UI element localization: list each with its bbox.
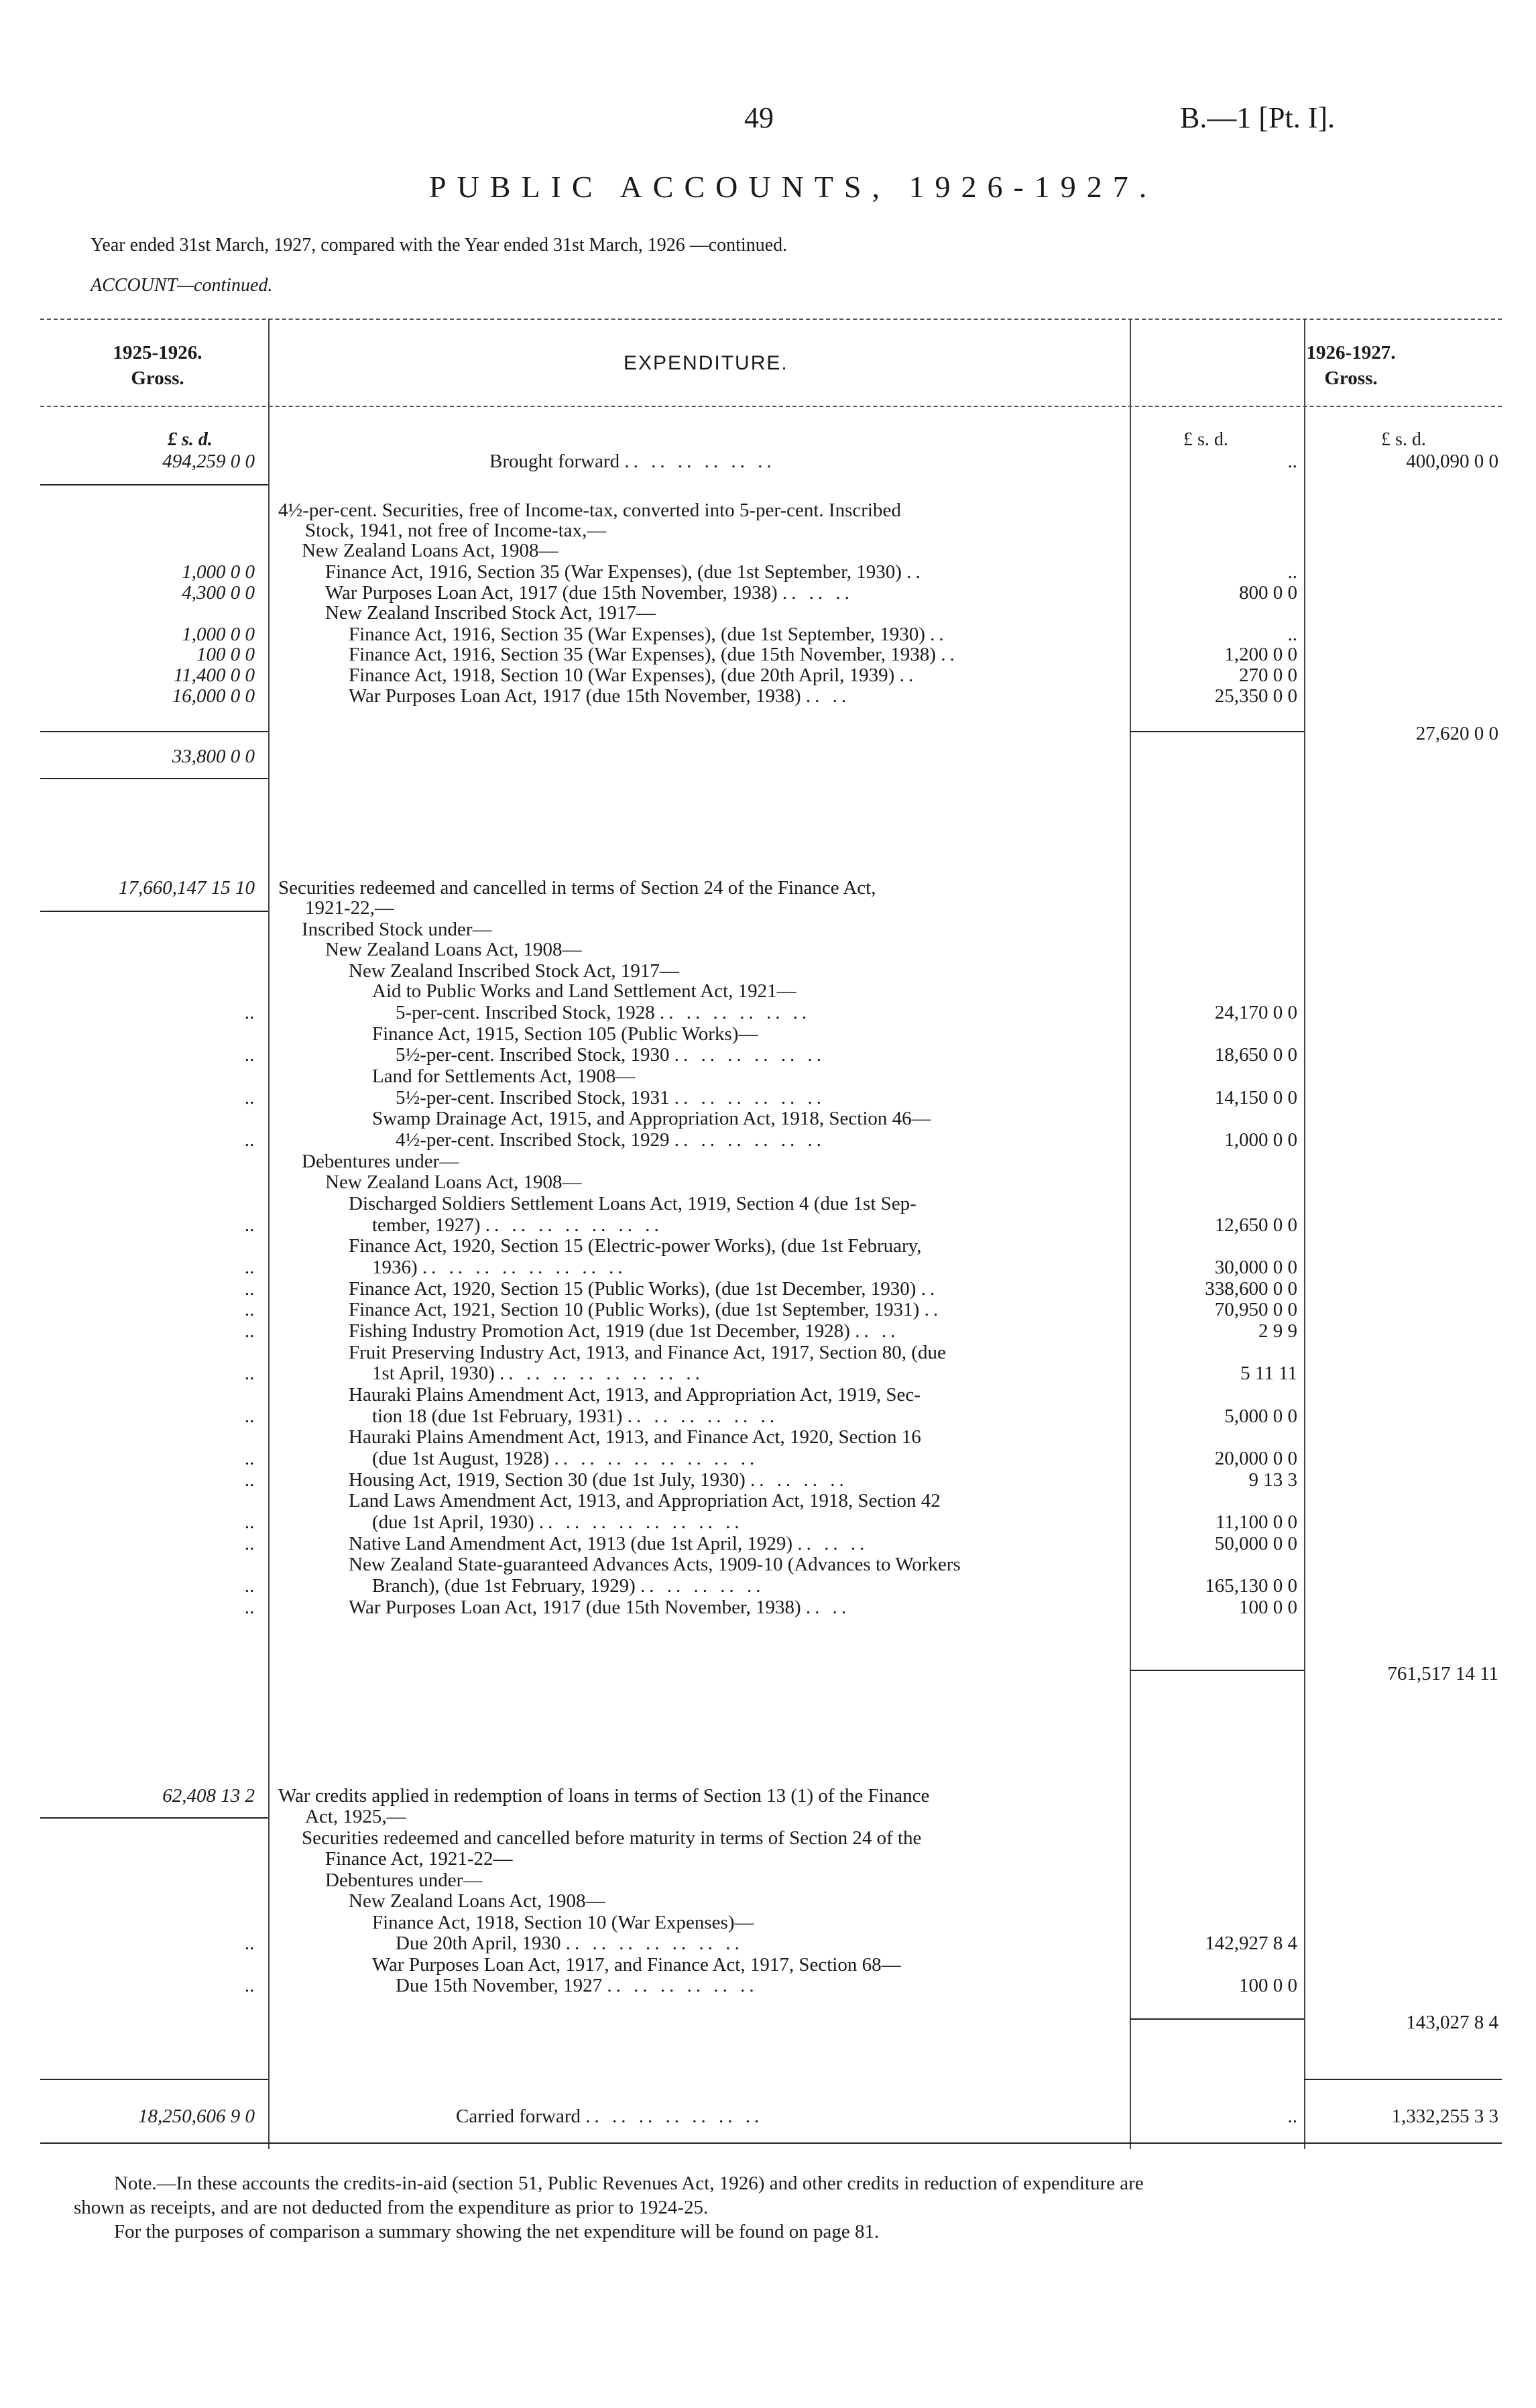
rule bbox=[1130, 2018, 1304, 2020]
text-line: Fishing Industry Promotion Act, 1919 (due 1st December, 1928) .. .. bbox=[349, 1320, 900, 1342]
text-line: Finance Act, 1920, Section 15 (Electric-power Works), (due 1st February, bbox=[349, 1235, 922, 1257]
col-header-gross: Gross. bbox=[1324, 367, 1378, 389]
brought-forward-mid: .. bbox=[1287, 451, 1297, 472]
prev-amount: .. bbox=[245, 1975, 255, 1996]
text-line: New Zealand Loans Act, 1908— bbox=[302, 540, 558, 561]
mid-amount: 14,150 0 0 bbox=[1214, 1087, 1297, 1108]
brought-forward-prev: 494,259 0 0 bbox=[162, 451, 255, 472]
prev-amount: .. bbox=[245, 1511, 255, 1533]
footnote-2: shown as receipts, and are not deducted from the expenditure as prior to 1924-25. bbox=[74, 2197, 709, 2218]
prev-section-total: 62,408 13 2 bbox=[162, 1785, 255, 1807]
footnote-3: For the purposes of comparison a summary showing the net expenditure will be found on page 81. bbox=[114, 2221, 880, 2242]
rule bbox=[40, 731, 268, 732]
text-line: War Purposes Loan Act, 1917, and Finance Act, 1917, Section 68— bbox=[372, 1954, 901, 1975]
prev-amount: 100 0 0 bbox=[196, 644, 255, 665]
unit-gross: £ s. d. bbox=[1381, 429, 1426, 450]
text-line: Finance Act, 1915, Section 105 (Public Works)— bbox=[372, 1023, 758, 1045]
mid-amount: 11,100 0 0 bbox=[1215, 1511, 1297, 1533]
col-header-expenditure: EXPENDITURE. bbox=[624, 352, 788, 374]
col-header-year: 1926-1927. bbox=[1306, 342, 1396, 363]
rule bbox=[40, 778, 268, 779]
rule bbox=[40, 2079, 268, 2080]
text-line: Finance Act, 1921, Section 10 (Public Works), (due 1st September, 1931) .. bbox=[349, 1299, 943, 1320]
footnote-1: Note.—In these accounts the credits-in-aid (section 51, Public Revenues Act, 1926) and other credits in reduction of expenditure are bbox=[114, 2173, 1144, 2194]
section-gross-total: 761,517 14 11 bbox=[1387, 1663, 1498, 1684]
prev-section-total: 33,800 0 0 bbox=[172, 746, 255, 767]
prev-amount: .. bbox=[245, 1299, 255, 1320]
prev-amount: .. bbox=[245, 1044, 255, 1066]
text-line: War credits applied in redemption of loans in terms of Section 13 (1) of the Finance bbox=[278, 1785, 930, 1807]
page-title: PUBLIC ACCOUNTS, 1926-1927. bbox=[429, 170, 1158, 204]
text-line: Debentures under— bbox=[325, 1870, 483, 1891]
prev-amount: 11,400 0 0 bbox=[173, 665, 255, 686]
text-line: Debentures under— bbox=[302, 1151, 459, 1172]
mid-amount: 2 9 9 bbox=[1258, 1320, 1297, 1342]
text-line: New Zealand State-guaranteed Advances Acts, 1909-10 (Advances to Workers bbox=[349, 1554, 961, 1575]
text-line: 4½-per-cent. Inscribed Stock, 1929 .. .. .. .. .. .. bbox=[396, 1129, 826, 1151]
text-line: 1936) .. .. .. .. .. .. .. .. bbox=[372, 1257, 627, 1278]
text-line: New Zealand Inscribed Stock Act, 1917— bbox=[325, 602, 656, 624]
text-line: (due 1st April, 1930) .. .. .. .. .. .. .. .. bbox=[372, 1511, 744, 1533]
mid-amount: 12,650 0 0 bbox=[1214, 1214, 1297, 1236]
text-line: tember, 1927) .. .. .. .. .. .. .. bbox=[372, 1214, 663, 1236]
mid-amount: 338,600 0 0 bbox=[1205, 1278, 1297, 1300]
prev-amount: .. bbox=[245, 1469, 255, 1491]
prev-amount: 16,000 0 0 bbox=[172, 685, 255, 707]
text-line: 5½-per-cent. Inscribed Stock, 1930 .. .. .. .. .. .. bbox=[396, 1044, 826, 1066]
text-line: 1st April, 1930) .. .. .. .. .. .. .. .. bbox=[372, 1363, 704, 1384]
mid-amount: 5 11 11 bbox=[1240, 1363, 1297, 1384]
rule bbox=[1304, 2079, 1502, 2080]
rule bbox=[1130, 731, 1304, 732]
column-divider-right bbox=[1304, 319, 1305, 2149]
mid-amount: 1,000 0 0 bbox=[1224, 1129, 1297, 1151]
table-bottom-rule bbox=[40, 2142, 1502, 2144]
prev-amount: .. bbox=[245, 1129, 255, 1151]
mid-amount: 5,000 0 0 bbox=[1224, 1406, 1297, 1427]
prev-amount: .. bbox=[245, 1002, 255, 1023]
text-line: Native Land Amendment Act, 1913 (due 1st April, 1929) .. .. .. bbox=[349, 1533, 869, 1554]
mid-amount: 800 0 0 bbox=[1239, 582, 1297, 604]
text-line: Act, 1925,— bbox=[305, 1806, 406, 1827]
text-line: Due 15th November, 1927 .. .. .. .. .. .. bbox=[396, 1975, 758, 1996]
document-reference: B.—1 [Pt. I]. bbox=[1180, 101, 1335, 134]
carried-forward-prev: 18,250,606 9 0 bbox=[138, 2106, 255, 2127]
brought-forward-label: Brought forward .. .. .. .. .. .. bbox=[489, 451, 776, 472]
rule bbox=[40, 484, 268, 485]
text-line: Inscribed Stock under— bbox=[302, 919, 492, 940]
text-line: Housing Act, 1919, Section 30 (due 1st July, 1930) .. .. .. .. bbox=[349, 1469, 848, 1491]
prev-amount: .. bbox=[245, 1933, 255, 1954]
section-gross-total: 143,027 8 4 bbox=[1406, 2012, 1498, 2033]
mid-amount: 9 13 3 bbox=[1248, 1469, 1297, 1491]
column-divider-left bbox=[268, 319, 270, 2149]
mid-amount: 24,170 0 0 bbox=[1214, 1002, 1297, 1023]
text-line: 4½-per-cent. Securities, free of Income-tax, converted into 5-per-cent. Inscribed bbox=[278, 500, 901, 521]
text-line: Fruit Preserving Industry Act, 1913, and Finance Act, 1917, Section 80, (due bbox=[349, 1342, 946, 1363]
text-line: New Zealand Inscribed Stock Act, 1917— bbox=[349, 960, 679, 982]
prev-amount: .. bbox=[245, 1257, 255, 1278]
mid-amount: 70,950 0 0 bbox=[1214, 1299, 1297, 1320]
mid-amount: 142,927 8 4 bbox=[1205, 1933, 1297, 1954]
section-gross-total: 27,620 0 0 bbox=[1415, 723, 1498, 744]
text-line: (due 1st August, 1928) .. .. .. .. .. .. .. .. bbox=[372, 1448, 759, 1469]
text-line: New Zealand Loans Act, 1908— bbox=[325, 1171, 582, 1193]
brought-forward-gross: 400,090 0 0 bbox=[1406, 451, 1498, 472]
prev-amount: .. bbox=[245, 1214, 255, 1236]
prev-amount: .. bbox=[245, 1533, 255, 1554]
rule bbox=[1130, 1670, 1304, 1671]
prev-amount: 1,000 0 0 bbox=[182, 624, 255, 645]
text-line: Finance Act, 1916, Section 35 (War Expenses), (due 1st September, 1930) .. bbox=[325, 561, 925, 583]
mid-amount: 100 0 0 bbox=[1239, 1597, 1297, 1618]
prev-section-total: 17,660,147 15 10 bbox=[119, 877, 255, 899]
carried-forward-mid: .. bbox=[1287, 2106, 1297, 2127]
prev-amount: .. bbox=[245, 1406, 255, 1427]
text-line: Hauraki Plains Amendment Act, 1913, and Finance Act, 1920, Section 16 bbox=[349, 1426, 921, 1448]
prev-amount: .. bbox=[245, 1448, 255, 1469]
text-line: 5-per-cent. Inscribed Stock, 1928 .. .. .. .. .. .. bbox=[396, 1002, 811, 1023]
text-line: Finance Act, 1916, Section 35 (War Expenses), (due 15th November, 1938) .. bbox=[349, 644, 959, 665]
carried-forward-label: Carried forward .. .. .. .. .. .. .. bbox=[456, 2106, 764, 2127]
text-line: New Zealand Loans Act, 1908— bbox=[325, 939, 582, 960]
text-line: Stock, 1941, not free of Income-tax,— bbox=[305, 520, 607, 541]
prev-amount: 4,300 0 0 bbox=[182, 582, 255, 604]
mid-amount: .. bbox=[1287, 624, 1297, 645]
mid-amount: 20,000 0 0 bbox=[1214, 1448, 1297, 1469]
text-line: Finance Act, 1916, Section 35 (War Expenses), (due 1st September, 1930) .. bbox=[349, 624, 948, 645]
rule bbox=[40, 911, 268, 912]
text-line: Securities redeemed and cancelled before maturity in terms of Section 24 of the bbox=[302, 1827, 922, 1849]
text-line: tion 18 (due 1st February, 1931) .. .. .. .. .. .. bbox=[372, 1406, 778, 1427]
mid-amount: .. bbox=[1287, 561, 1297, 583]
text-line: Hauraki Plains Amendment Act, 1913, and Appropriation Act, 1919, Sec- bbox=[349, 1384, 921, 1406]
account-label: ACCOUNT—continued. bbox=[91, 275, 273, 296]
table-top-rule bbox=[40, 319, 1502, 320]
mid-amount: 50,000 0 0 bbox=[1214, 1533, 1297, 1554]
mid-amount: 165,130 0 0 bbox=[1205, 1575, 1297, 1597]
table-header-rule bbox=[40, 406, 1502, 407]
page-number: 49 bbox=[744, 101, 774, 134]
unit-mid: £ s. d. bbox=[1183, 429, 1228, 450]
prev-amount: .. bbox=[245, 1363, 255, 1384]
text-line: War Purposes Loan Act, 1917 (due 15th November, 1938) .. .. bbox=[349, 685, 851, 707]
prev-amount: .. bbox=[245, 1320, 255, 1342]
mid-amount: 100 0 0 bbox=[1239, 1975, 1297, 1996]
prev-amount: .. bbox=[245, 1278, 255, 1300]
text-line: Finance Act, 1918, Section 10 (War Expenses)— bbox=[372, 1912, 754, 1933]
text-line: Due 20th April, 1930 .. .. .. .. .. .. .. bbox=[396, 1933, 744, 1954]
mid-amount: 30,000 0 0 bbox=[1214, 1257, 1297, 1278]
text-line: Securities redeemed and cancelled in terms of Section 24 of the Finance Act, bbox=[278, 877, 876, 899]
text-line: War Purposes Loan Act, 1917 (due 15th November, 1938) .. .. bbox=[349, 1597, 851, 1618]
text-line: Discharged Soldiers Settlement Loans Act, 1919, Section 4 (due 1st Sep- bbox=[349, 1193, 917, 1214]
text-line: Land Laws Amendment Act, 1913, and Appropriation Act, 1918, Section 42 bbox=[349, 1490, 941, 1511]
text-line: Swamp Drainage Act, 1915, and Appropriation Act, 1918, Section 46— bbox=[372, 1108, 931, 1129]
text-line: Aid to Public Works and Land Settlement Act, 1921— bbox=[372, 980, 796, 1002]
text-line: 1921-22,— bbox=[305, 897, 394, 919]
rule bbox=[40, 1817, 268, 1819]
text-line: 5½-per-cent. Inscribed Stock, 1931 .. .. .. .. .. .. bbox=[396, 1087, 826, 1108]
text-line: Finance Act, 1920, Section 15 (Public Works), (due 1st December, 1930) .. bbox=[349, 1278, 939, 1300]
text-line: New Zealand Loans Act, 1908— bbox=[349, 1890, 605, 1912]
carried-forward-gross: 1,332,255 3 3 bbox=[1391, 2106, 1498, 2127]
text-line: War Purposes Loan Act, 1917 (due 15th November, 1938) .. .. .. bbox=[325, 582, 853, 604]
prev-amount: .. bbox=[245, 1575, 255, 1597]
subtitle: Year ended 31st March, 1927, compared with the Year ended 31st March, 1926 —continued. bbox=[91, 235, 788, 255]
unit-prev: £ s. d. bbox=[168, 429, 213, 450]
mid-amount: 25,350 0 0 bbox=[1214, 685, 1297, 707]
text-line: Finance Act, 1918, Section 10 (War Expenses), (due 20th April, 1939) .. bbox=[349, 665, 918, 686]
mid-amount: 1,200 0 0 bbox=[1224, 644, 1297, 665]
col-header-prev-gross: Gross. bbox=[131, 367, 184, 389]
prev-amount: 1,000 0 0 bbox=[182, 561, 255, 583]
text-line: Branch), (due 1st February, 1929) .. .. .. .. .. bbox=[372, 1575, 765, 1597]
prev-amount: .. bbox=[245, 1597, 255, 1618]
text-line: Land for Settlements Act, 1908— bbox=[372, 1066, 636, 1087]
mid-amount: 270 0 0 bbox=[1239, 665, 1297, 686]
col-header-prev-year: 1925-1926. bbox=[113, 342, 202, 363]
prev-amount: .. bbox=[245, 1087, 255, 1108]
mid-amount: 18,650 0 0 bbox=[1214, 1044, 1297, 1066]
text-line: Finance Act, 1921-22— bbox=[325, 1848, 513, 1870]
